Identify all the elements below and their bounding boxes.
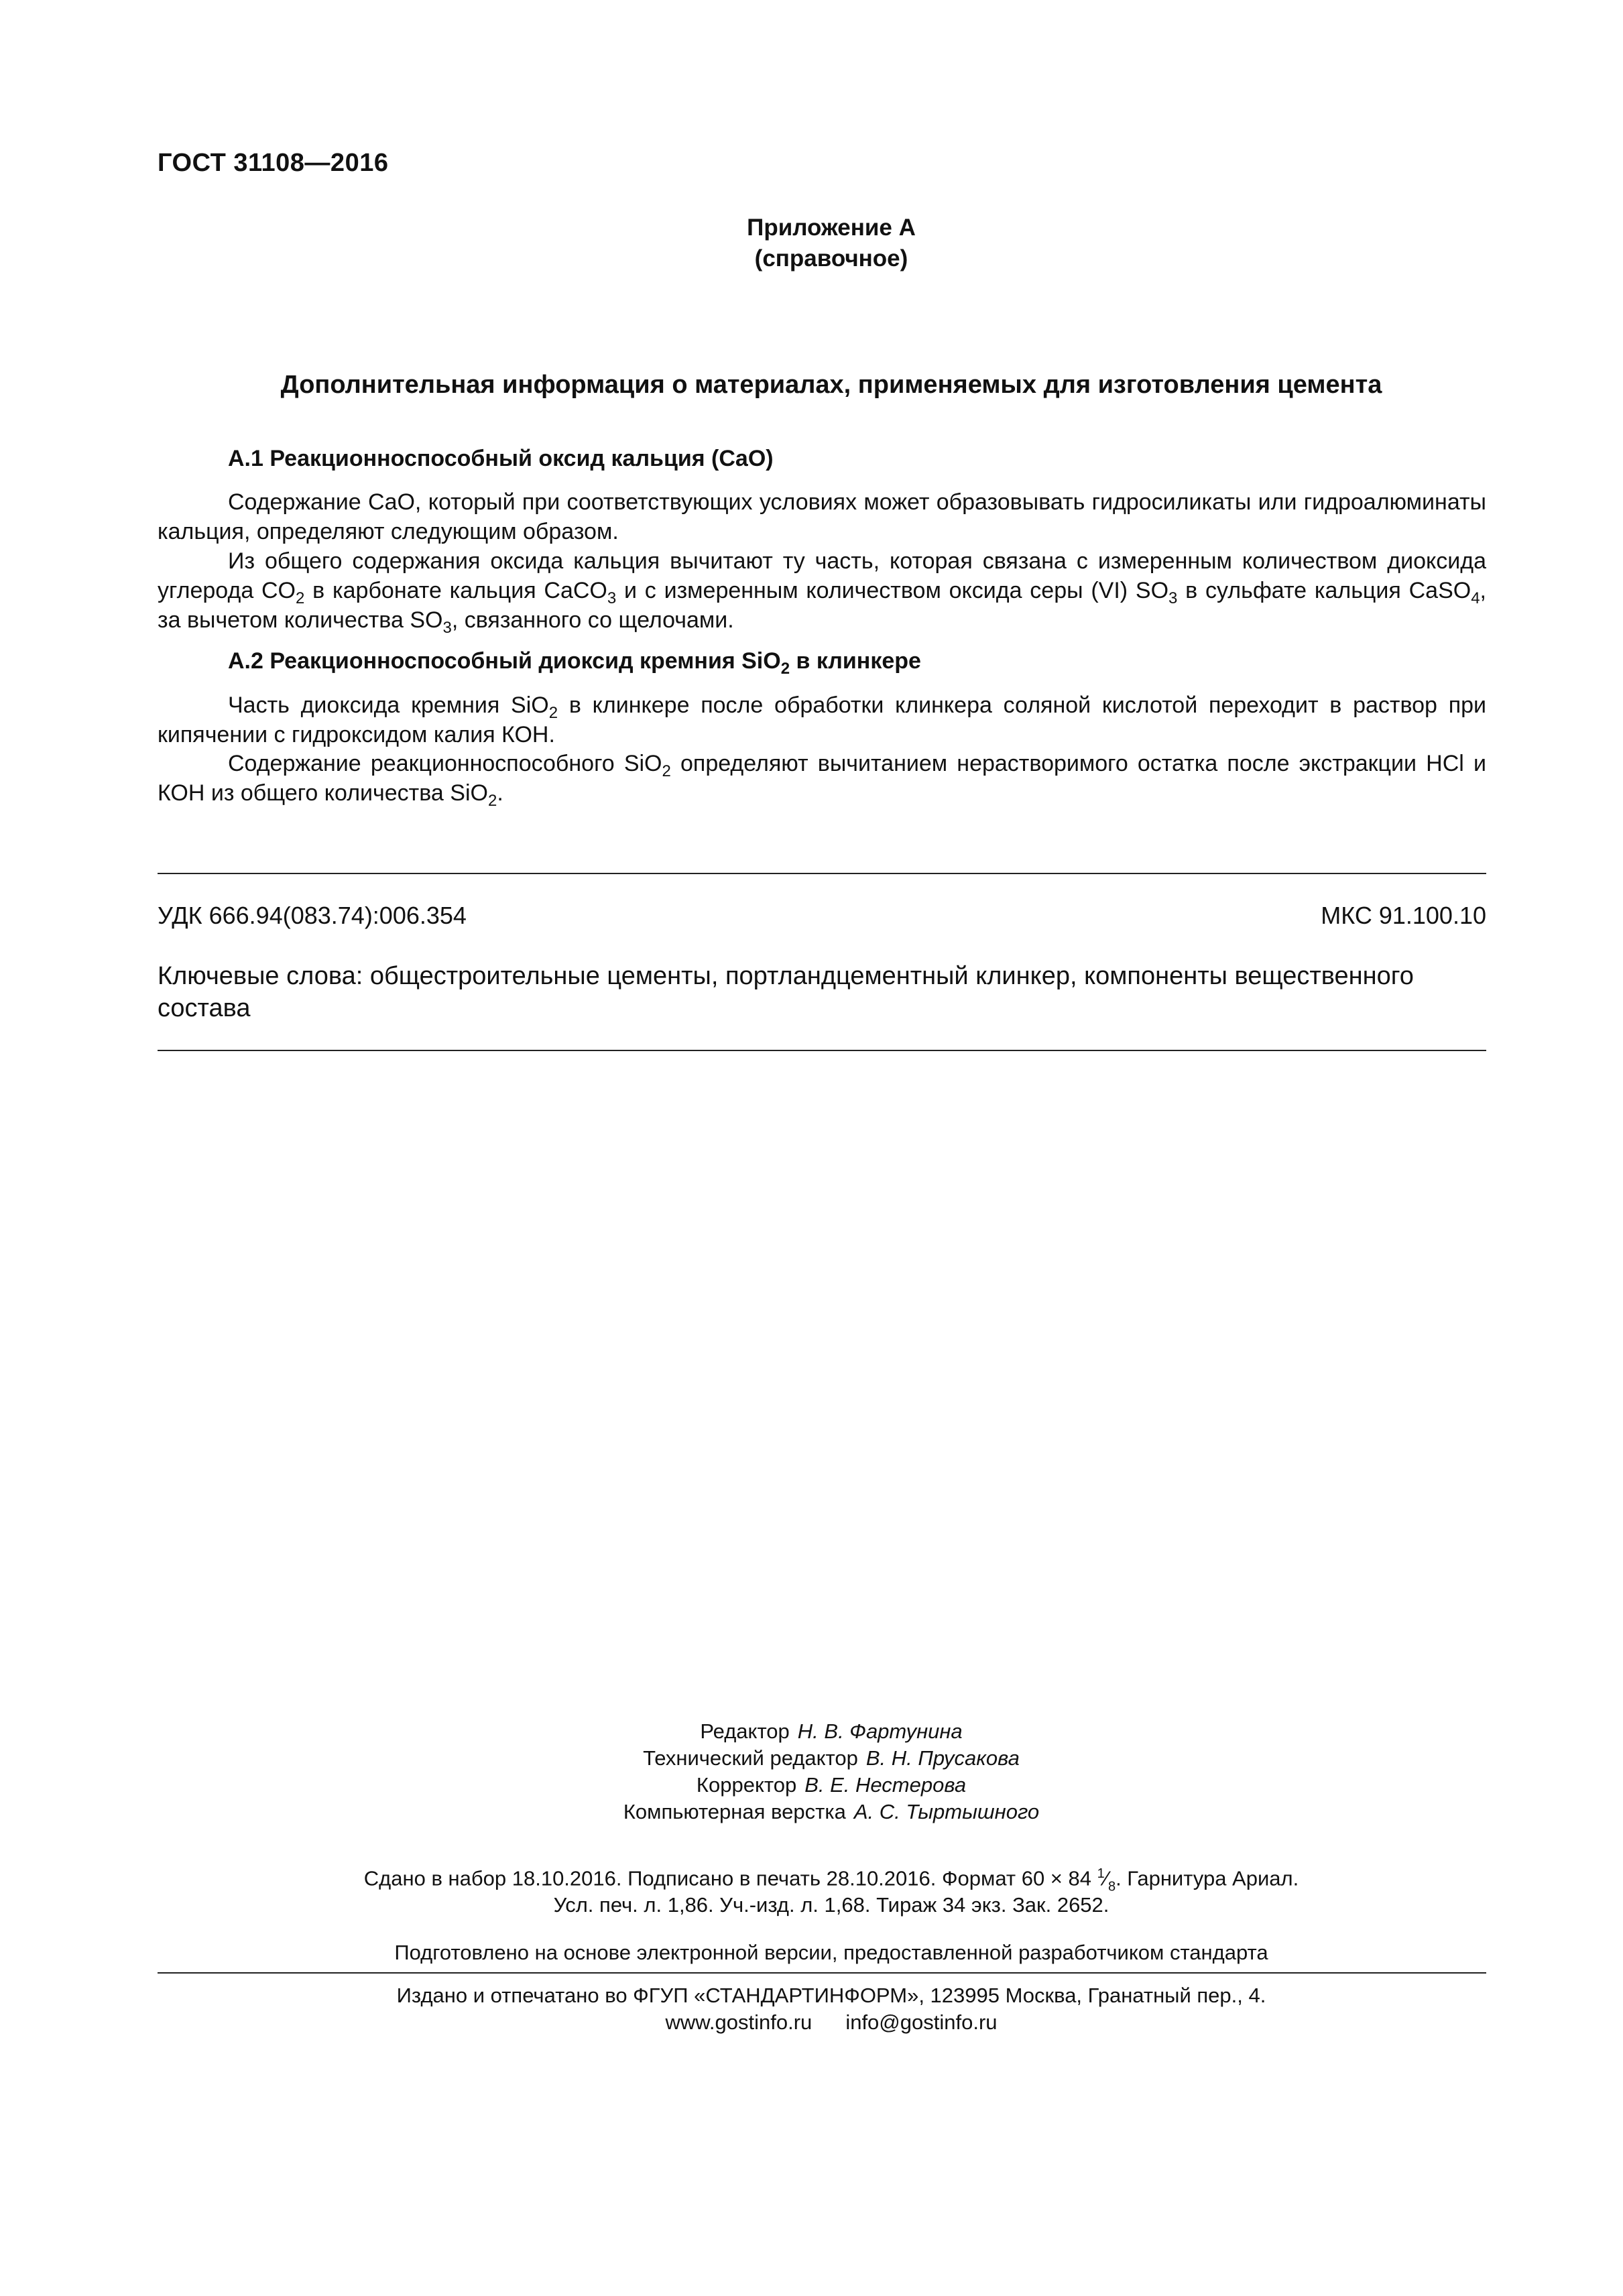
layout-line: Компьютерная верстка А. С. Тыртышного bbox=[623, 1800, 1040, 1823]
udk-code: УДК 666.94(083.74):006.354 bbox=[158, 902, 467, 929]
paragraph-a2-2: Содержание реакционноспособного SiO$_2$ определяют вычитанием нерастворимого остатка после экстракции HCl и КОН из общего количества SiO$_2$. bbox=[158, 751, 1486, 810]
website-link[interactable]: www.gostinfo.ru bbox=[665, 2010, 813, 2034]
corrector-line: Корректор В. Е. Нестерова bbox=[696, 1773, 967, 1797]
paragraph-a2-1: Часть диоксида кремния SiO$_2$ в клинкере после обработки клинкера соляной кислотой переходит в раствор при кипячении с гидроксидом калия КОН. bbox=[158, 692, 1487, 747]
paragraph-a1-2: Из общего содержания оксида кальция вычитают ту часть, которая связана с измеренным количеством диоксида углерода $CO_2$ в карбонате кальция CaCO$_3$ и с измеренным количеством оксида серы (VI) $SO_3$ в сульфате кальция CaSO$_4$, за вычетом количества $SO_3$, связанного со щелочами. bbox=[158, 548, 1486, 637]
contacts-line bbox=[158, 2009, 1505, 2036]
subsection-a2-heading: А.2 Реакционноспособный диоксид кремния SiO$_2$ в клинкере bbox=[228, 648, 921, 678]
print-info-line2: Усл. печ. л. 1,86. Уч.-изд. л. 1,68. Тираж 34 экз. Зак. 2652. bbox=[553, 1893, 1109, 1917]
publisher-info bbox=[158, 1982, 1505, 2036]
divider-top bbox=[158, 873, 1486, 874]
prepared-note: Подготовлено на основе электронной версии, предоставленной разработчиком стандарта bbox=[394, 1941, 1268, 1964]
document-code: ГОСТ 31108—2016 bbox=[158, 149, 389, 177]
publisher-line: Издано и отпечатано во ФГУП «СТАНДАРТИНФОРМ», 123995 Москва, Гранатный пер., 4. bbox=[396, 1984, 1266, 2007]
divider-keywords bbox=[158, 1050, 1486, 1051]
keywords: Ключевые слова: общестроительные цементы, портландцементный клинкер, компоненты вещественного состава bbox=[158, 962, 1414, 1022]
email-link[interactable]: info@gostinfo.ru bbox=[845, 2010, 998, 2034]
tech-editor-line: Технический редактор В. Н. Прусакова bbox=[643, 1746, 1020, 1770]
print-info bbox=[158, 1860, 1505, 1919]
section-title: Дополнительная информация о материалах, применяемых для изготовления цемента bbox=[280, 371, 1382, 399]
subsection-a1-heading: А.1 Реакционноспособный оксид кальция (CaO) bbox=[228, 446, 774, 471]
print-info-line1: Сдано в набор 18.10.2016. Подписано в печать 28.10.2016. Формат 60 × 84 $^1⁄_8$. Гарнитура Ариал. bbox=[363, 1866, 1299, 1894]
appendix-title: Приложение А bbox=[747, 215, 916, 241]
imprint-block bbox=[158, 1718, 1505, 1825]
appendix-type: (справочное) bbox=[754, 245, 908, 271]
editor-line: Редактор Н. В. Фартунина bbox=[700, 1719, 963, 1743]
divider-footer bbox=[158, 1972, 1486, 1974]
mks-code: МКС 91.100.10 bbox=[1321, 902, 1486, 929]
paragraph-a1-1: Содержание CaO, который при соответствующих условиях может образовывать гидросиликаты или гидроалюминаты кальция, определяют следующим образом. bbox=[158, 489, 1486, 544]
